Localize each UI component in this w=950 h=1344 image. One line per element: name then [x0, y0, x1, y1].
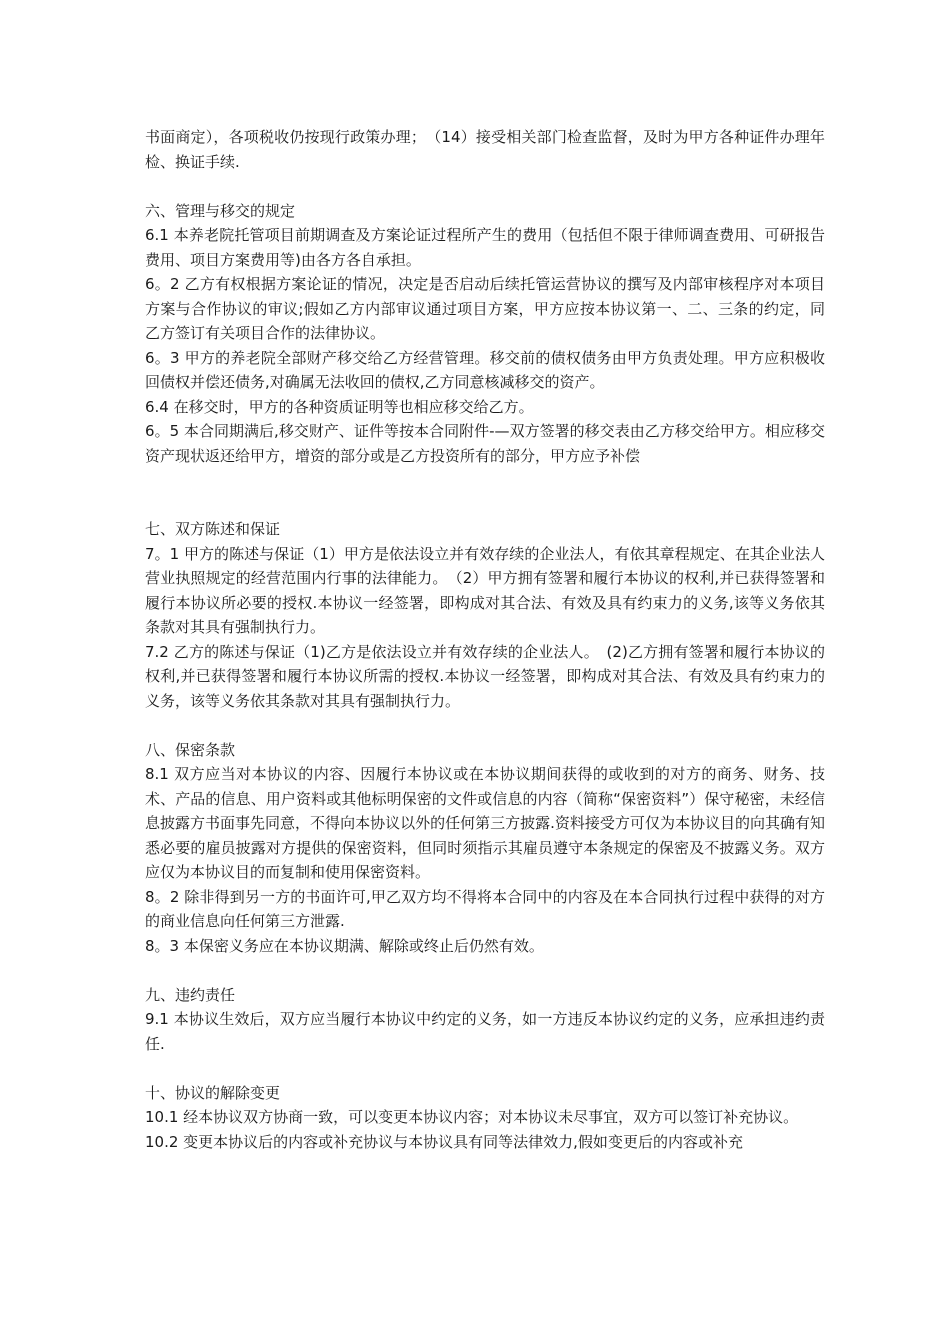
clause-6-5: 6。5 本合同期满后,移交财产、证件等按本合同附件-—双方签署的移交表由乙方移交给甲方。相应移交资产现状返还给甲方，增资的部分或是乙方投资所有的部分，甲方应予补偿 [145, 422, 825, 465]
section-heading-9: 九、违约责任 [145, 985, 236, 1004]
spacer [145, 958, 825, 983]
spacer [145, 174, 825, 199]
clause-10-1: 10.1 经本协议双方协商一致，可以变更本协议内容；对本协议未尽事宜，双方可以签订补充协议。 [145, 1108, 799, 1126]
clause-7-2: 7.2 乙方的陈述与保证（1)乙方是依法设立并有效存续的企业法人。 (2)乙方拥有签署和履行本协议的权利,并已获得签署和履行本协议所需的授权.本协议一经签署，即构成对其合法、有效及具有约束力的义务，该等义务依其条款对其具有强制执行力。 [145, 642, 825, 710]
section-heading-7: 七、双方陈述和保证 [145, 520, 281, 538]
clause-8-1: 8.1 双方应当对本协议的内容、因履行本协议或在本协议期间获得的或收到的对方的商务、财务、技术、产品的信息、用户资料或其他标明保密的文件或信息的内容（简称“保密资料”）保守秘密，未经信息披露方书面事先同意，不得向本协议以外的任何第三方披露.资料接受方可仅为本协议目的向其确有知悉必要的雇员披露对方提供的保密资料，但同时须指示其雇员遵守本条规定的保密及不披露义务。双方应仅为本协议目的而复制和使用保密资料。 [145, 765, 825, 881]
spacer [145, 713, 825, 738]
clause-10-2: 10.2 变更本协议后的内容或补充协议与本协议具有同等法律效力,假如变更后的内容或补充 [145, 1132, 743, 1151]
intro-paragraph: 书面商定），各项税收仍按现行政策办理； （14）接受相关部门检查监督，及时为甲方各种证件办理年检、换证手续. [145, 128, 825, 171]
clause-6-1: 6.1 本养老院托管项目前期调查及方案论证过程所产生的费用（包括但不限于律师调查费用、可研报告费用、项目方案费用等)由各方各自承担。 [145, 226, 825, 269]
clause-6-2: 6。2 乙方有权根据方案论证的情况，决定是否启动后续托管运营协议的撰写及内部审核程序对本项目方案与合作协议的审议;假如乙方内部审议通过项目方案，甲方应按本协议第一、二、三条的约定，同乙方签订有关项目合作的法律协议。 [145, 275, 825, 342]
clause-9-1: 9.1 本协议生效后，双方应当履行本协议中约定的义务，如一方违反本协议约定的义务，应承担违约责任. [145, 1010, 825, 1053]
clause-8-2: 8。2 除非得到另一方的书面许可,甲乙双方均不得将本合同中的内容及在本合同执行过程中获得的对方的商业信息向任何第三方泄露. [145, 887, 825, 930]
clause-6-3: 6。3 甲方的养老院全部财产移交给乙方经营管理。移交前的债权债务由甲方负责处理。甲方应积极收回债权并偿还债务,对确属无法收回的债权,乙方同意核减移交的资产。 [145, 348, 825, 391]
section-heading-6: 六、管理与移交的规定 [145, 201, 296, 220]
clause-8-3: 8。3 本保密义务应在本协议期满、解除或终止后仍然有效。 [145, 936, 544, 955]
document-page [145, 125, 825, 1154]
clause-7-1: 7。1 甲方的陈述与保证（1）甲方是依法设立并有效存续的企业法人，有依其章程规定、在其企业法人营业执照规定的经营范围内行事的法律能力。 （2）甲方拥有签署和履行本协议的权利,并已获得签署和履行本协议所必要的授权.本协议一经签署，即构成对其合法、有效及具有约束力的义务,该等义务依其条款对其具有强制执行力。 [145, 544, 825, 636]
clause-6-4: 6.4 在移交时，甲方的各种资质证明等也相应移交给乙方。 [145, 397, 534, 416]
spacer [145, 468, 825, 517]
section-heading-10: 十、协议的解除变更 [145, 1083, 281, 1102]
spacer [145, 1056, 825, 1081]
section-heading-8: 八、保密条款 [145, 740, 236, 759]
